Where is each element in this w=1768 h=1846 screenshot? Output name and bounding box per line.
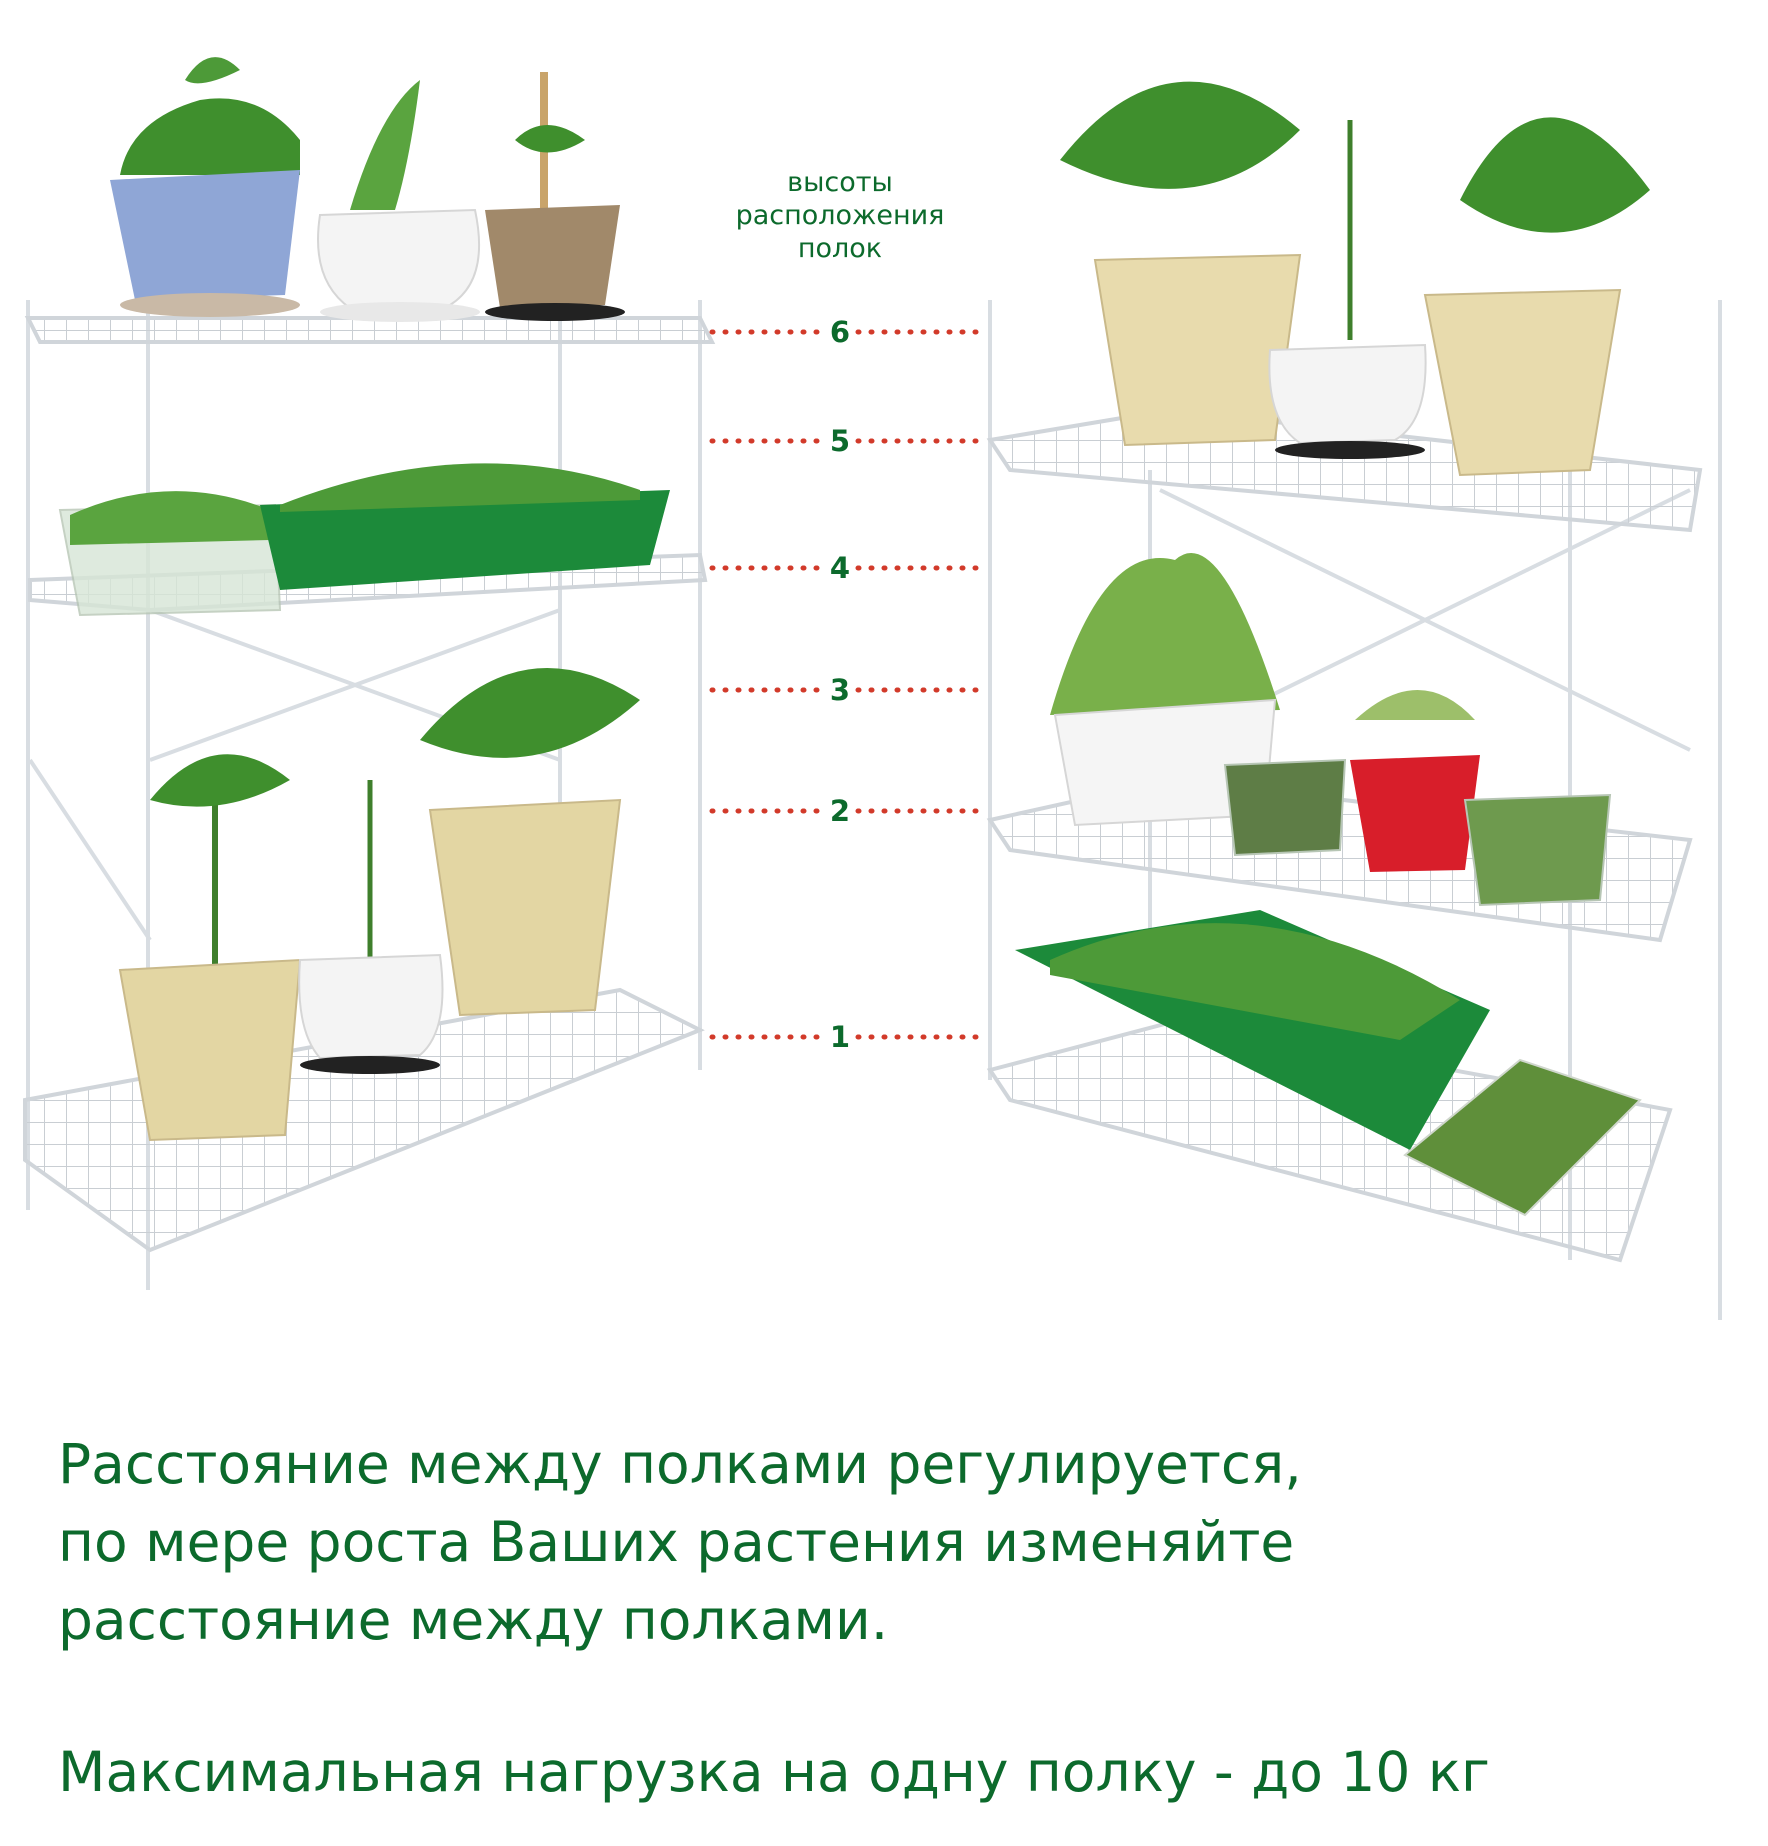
container-microgreens [1225, 760, 1345, 855]
caption-line-3: расстояние между полками. [58, 1588, 889, 1652]
heights-title [700, 166, 980, 265]
shelf-level-5: 5 [829, 424, 851, 458]
heights-title-line-3: полок [797, 233, 883, 264]
left-rack-shelf-top [28, 318, 712, 342]
heights-title-line-2: расположения [735, 200, 945, 231]
pot-blue [110, 57, 300, 317]
pot-red-sprouts [1350, 690, 1480, 872]
shelf-level-2: 2 [829, 794, 851, 828]
caption-line-2: по мере роста Ваших растения изменяйте [58, 1510, 1295, 1574]
container-seedlings [1465, 795, 1610, 905]
pot-white [318, 80, 480, 322]
pot-carved [485, 72, 625, 321]
max-load-text: Максимальная нагрузка на одну полку - до 10 кг [58, 1740, 1490, 1804]
shelf-level-6: 6 [829, 315, 851, 349]
caption-line-1: Расстояние между полками регулируется, [58, 1432, 1302, 1496]
heights-title-line-1: высоты [787, 167, 893, 198]
pot-tomato-cream-large [420, 668, 640, 1015]
tray-sprouts-clear [60, 491, 280, 615]
shelf-level-4: 4 [829, 551, 851, 585]
pot-tomato-cream-right-1 [1060, 82, 1300, 445]
pot-tomato-white [299, 780, 442, 1074]
shelf-level-3: 3 [829, 673, 851, 707]
pot-tomato-cream-right-2 [1425, 117, 1650, 475]
shelf-level-1: 1 [829, 1020, 851, 1054]
